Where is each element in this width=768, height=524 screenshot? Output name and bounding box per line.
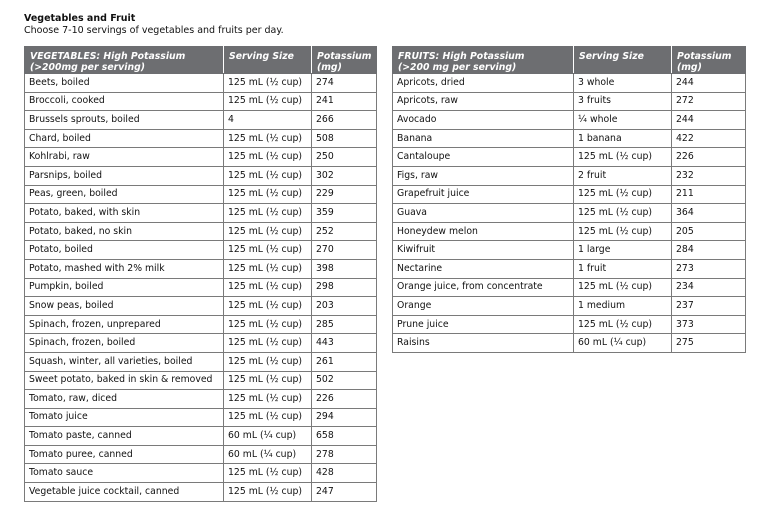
potassium-cell: 284	[672, 241, 746, 260]
serving-size-cell: 125 mL (½ cup)	[224, 222, 312, 241]
vegetable-row	[25, 185, 377, 204]
serving-size-cell: 125 mL (½ cup)	[224, 259, 312, 278]
potassium-cell: 252	[312, 222, 377, 241]
serving-size-cell: 125 mL (½ cup)	[224, 390, 312, 409]
food-name-cell: Apricots, raw	[393, 92, 574, 111]
vegetable-row	[25, 315, 377, 334]
serving-size-cell: 125 mL (½ cup)	[224, 241, 312, 260]
food-name-cell: Tomato puree, canned	[25, 445, 224, 464]
serving-size-cell: 2 fruit	[574, 166, 672, 185]
fruit-row	[393, 204, 746, 223]
potassium-cell: 294	[312, 408, 377, 427]
fruit-row	[393, 166, 746, 185]
potassium-cell: 244	[672, 74, 746, 93]
page-subtitle: Choose 7-10 servings of vegetables and fruits per day.	[24, 25, 284, 36]
food-name-cell: Snow peas, boiled	[25, 297, 224, 316]
fruits-potassium-header: Potassium (mg)	[672, 47, 746, 74]
fruit-row	[393, 334, 746, 353]
page-heading	[24, 13, 284, 37]
food-name-cell: Apricots, dried	[393, 74, 574, 93]
fruits-table	[392, 46, 746, 353]
potassium-cell: 226	[312, 390, 377, 409]
vegetable-row	[25, 241, 377, 260]
vegetable-row	[25, 297, 377, 316]
potassium-cell: 508	[312, 129, 377, 148]
potassium-cell: 237	[672, 297, 746, 316]
vegetable-row	[25, 464, 377, 483]
potassium-cell: 274	[312, 74, 377, 93]
vegetables-table	[24, 46, 377, 502]
serving-size-cell: 125 mL (½ cup)	[224, 166, 312, 185]
potassium-cell: 364	[672, 204, 746, 223]
serving-size-cell: 125 mL (½ cup)	[574, 222, 672, 241]
potassium-cell: 428	[312, 464, 377, 483]
potassium-cell: 272	[672, 92, 746, 111]
serving-size-cell: 125 mL (½ cup)	[224, 408, 312, 427]
food-name-cell: Vegetable juice cocktail, canned	[25, 483, 224, 502]
serving-size-cell: 125 mL (½ cup)	[224, 371, 312, 390]
food-name-cell: Avocado	[393, 111, 574, 130]
serving-size-cell: 125 mL (½ cup)	[574, 315, 672, 334]
potassium-cell: 266	[312, 111, 377, 130]
vegetable-row	[25, 222, 377, 241]
fruit-row	[393, 297, 746, 316]
serving-size-cell: 125 mL (½ cup)	[574, 148, 672, 167]
food-name-cell: Squash, winter, all varieties, boiled	[25, 352, 224, 371]
food-name-cell: Spinach, frozen, boiled	[25, 334, 224, 353]
food-name-cell: Chard, boiled	[25, 129, 224, 148]
potassium-cell: 285	[312, 315, 377, 334]
food-name-cell: Orange	[393, 297, 574, 316]
vegetable-row	[25, 352, 377, 371]
vegetables-name-header: VEGETABLES: High Potassium (>200mg per serving)	[25, 47, 224, 74]
vegetable-row	[25, 390, 377, 409]
food-name-cell: Prune juice	[393, 315, 574, 334]
food-name-cell: Tomato paste, canned	[25, 427, 224, 446]
food-name-cell: Raisins	[393, 334, 574, 353]
potassium-cell: 244	[672, 111, 746, 130]
fruit-row	[393, 92, 746, 111]
potassium-cell: 278	[312, 445, 377, 464]
food-name-cell: Potato, mashed with 2% milk	[25, 259, 224, 278]
serving-size-cell: 125 mL (½ cup)	[224, 297, 312, 316]
vegetable-row	[25, 111, 377, 130]
potassium-cell: 270	[312, 241, 377, 260]
vegetables-serving-header: Serving Size	[224, 47, 312, 74]
food-name-cell: Broccoli, cooked	[25, 92, 224, 111]
serving-size-cell: 125 mL (½ cup)	[574, 185, 672, 204]
serving-size-cell: 125 mL (½ cup)	[224, 74, 312, 93]
vegetable-row	[25, 371, 377, 390]
vegetable-row	[25, 74, 377, 93]
potassium-cell: 203	[312, 297, 377, 316]
vegetables-potassium-header: Potassium (mg)	[312, 47, 377, 74]
fruit-row	[393, 278, 746, 297]
potassium-cell: 229	[312, 185, 377, 204]
food-name-cell: Sweet potato, baked in skin & removed	[25, 371, 224, 390]
fruit-row	[393, 222, 746, 241]
food-name-cell: Tomato sauce	[25, 464, 224, 483]
vegetable-row	[25, 129, 377, 148]
serving-size-cell: 125 mL (½ cup)	[224, 483, 312, 502]
potassium-cell: 302	[312, 166, 377, 185]
potassium-cell: 234	[672, 278, 746, 297]
food-name-cell: Cantaloupe	[393, 148, 574, 167]
vegetables-header-row	[25, 47, 377, 74]
vegetable-row	[25, 204, 377, 223]
food-name-cell: Pumpkin, boiled	[25, 278, 224, 297]
potassium-cell: 241	[312, 92, 377, 111]
food-name-cell: Peas, green, boiled	[25, 185, 224, 204]
fruit-row	[393, 148, 746, 167]
serving-size-cell: 1 fruit	[574, 259, 672, 278]
potassium-cell: 261	[312, 352, 377, 371]
fruit-row	[393, 259, 746, 278]
serving-size-cell: 1 banana	[574, 129, 672, 148]
potassium-cell: 298	[312, 278, 377, 297]
serving-size-cell: 125 mL (½ cup)	[224, 204, 312, 223]
serving-size-cell: 125 mL (½ cup)	[224, 129, 312, 148]
page-title: Vegetables and Fruit	[24, 13, 136, 24]
fruit-row	[393, 129, 746, 148]
potassium-cell: 359	[312, 204, 377, 223]
serving-size-cell: 3 fruits	[574, 92, 672, 111]
vegetable-row	[25, 259, 377, 278]
fruit-row	[393, 315, 746, 334]
serving-size-cell: 60 mL (¼ cup)	[574, 334, 672, 353]
serving-size-cell: 125 mL (½ cup)	[224, 352, 312, 371]
food-name-cell: Kiwifruit	[393, 241, 574, 260]
vegetable-row	[25, 148, 377, 167]
vegetable-row	[25, 278, 377, 297]
fruit-row	[393, 185, 746, 204]
serving-size-cell: 1 large	[574, 241, 672, 260]
vegetable-row	[25, 445, 377, 464]
serving-size-cell: 125 mL (½ cup)	[224, 334, 312, 353]
serving-size-cell: 125 mL (½ cup)	[224, 92, 312, 111]
fruit-row	[393, 74, 746, 93]
food-name-cell: Beets, boiled	[25, 74, 224, 93]
serving-size-cell: 125 mL (½ cup)	[224, 148, 312, 167]
potassium-cell: 232	[672, 166, 746, 185]
fruit-row	[393, 241, 746, 260]
potassium-cell: 211	[672, 185, 746, 204]
food-name-cell: Guava	[393, 204, 574, 223]
serving-size-cell: 125 mL (½ cup)	[224, 464, 312, 483]
vegetable-row	[25, 334, 377, 353]
serving-size-cell: 125 mL (½ cup)	[224, 278, 312, 297]
food-name-cell: Kohlrabi, raw	[25, 148, 224, 167]
potassium-cell: 422	[672, 129, 746, 148]
vegetable-row	[25, 427, 377, 446]
serving-size-cell: 125 mL (½ cup)	[574, 204, 672, 223]
potassium-cell: 205	[672, 222, 746, 241]
food-name-cell: Nectarine	[393, 259, 574, 278]
fruits-name-header: FRUITS: High Potassium (>200 mg per serving)	[393, 47, 574, 74]
potassium-cell: 247	[312, 483, 377, 502]
potassium-cell: 226	[672, 148, 746, 167]
serving-size-cell: 1 medium	[574, 297, 672, 316]
food-name-cell: Parsnips, boiled	[25, 166, 224, 185]
vegetable-row	[25, 408, 377, 427]
potassium-cell: 502	[312, 371, 377, 390]
serving-size-cell: 125 mL (½ cup)	[224, 315, 312, 334]
food-name-cell: Figs, raw	[393, 166, 574, 185]
vegetable-row	[25, 483, 377, 502]
potassium-cell: 443	[312, 334, 377, 353]
food-name-cell: Grapefruit juice	[393, 185, 574, 204]
potassium-cell: 373	[672, 315, 746, 334]
food-name-cell: Tomato, raw, diced	[25, 390, 224, 409]
food-name-cell: Spinach, frozen, unprepared	[25, 315, 224, 334]
food-name-cell: Tomato juice	[25, 408, 224, 427]
food-name-cell: Honeydew melon	[393, 222, 574, 241]
food-name-cell: Brussels sprouts, boiled	[25, 111, 224, 130]
serving-size-cell: ¼ whole	[574, 111, 672, 130]
potassium-cell: 658	[312, 427, 377, 446]
serving-size-cell: 4	[224, 111, 312, 130]
serving-size-cell: 3 whole	[574, 74, 672, 93]
potassium-cell: 250	[312, 148, 377, 167]
fruits-serving-header: Serving Size	[574, 47, 672, 74]
serving-size-cell: 60 mL (¼ cup)	[224, 427, 312, 446]
serving-size-cell: 125 mL (½ cup)	[224, 185, 312, 204]
vegetable-row	[25, 92, 377, 111]
fruit-row	[393, 111, 746, 130]
potassium-cell: 275	[672, 334, 746, 353]
potassium-cell: 398	[312, 259, 377, 278]
food-name-cell: Banana	[393, 129, 574, 148]
food-name-cell: Orange juice, from concentrate	[393, 278, 574, 297]
potassium-cell: 273	[672, 259, 746, 278]
fruits-header-row	[393, 47, 746, 74]
serving-size-cell: 125 mL (½ cup)	[574, 278, 672, 297]
food-name-cell: Potato, boiled	[25, 241, 224, 260]
food-name-cell: Potato, baked, with skin	[25, 204, 224, 223]
serving-size-cell: 60 mL (¼ cup)	[224, 445, 312, 464]
food-name-cell: Potato, baked, no skin	[25, 222, 224, 241]
vegetable-row	[25, 166, 377, 185]
